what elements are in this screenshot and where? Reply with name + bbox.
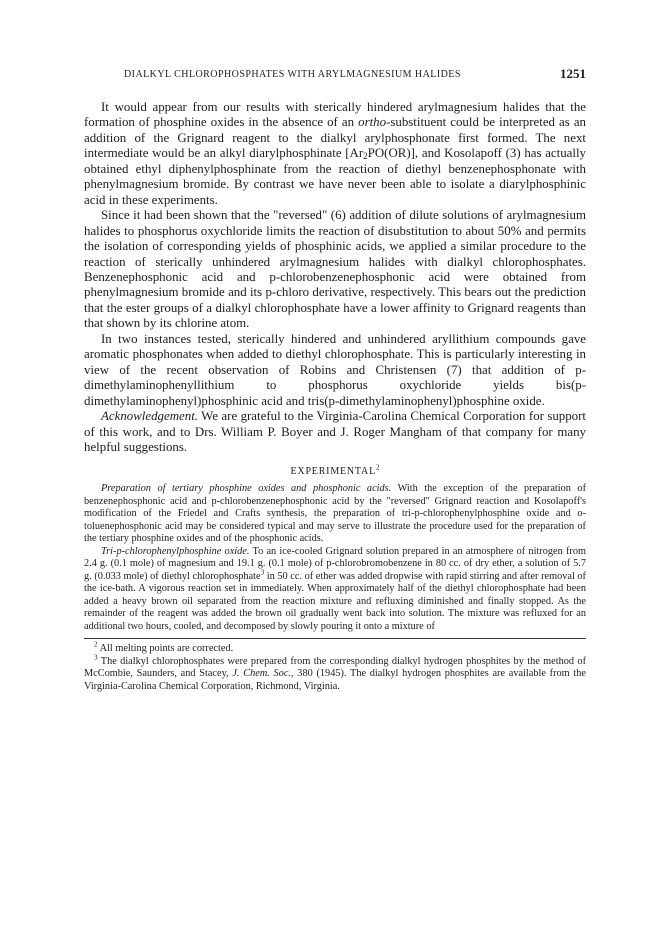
footnote-3-journal: J. Chem. Soc. <box>232 668 291 680</box>
running-head <box>84 66 586 84</box>
paragraph-sterically-hindered <box>84 100 586 208</box>
running-title: DIALKYL CHLOROPHOSPHATES WITH ARYLMAGNESIUM HALIDES <box>124 69 461 80</box>
tri-chlorophenyl-text-a: To an ice-cooled Grignard solution prepared in an atmosphere of nitrogen from 2.4 g. (0.1 mole) of magnesium and 19.1 g. (0.1 mole) of p-chlorobromobenzene in 80 cc. of dry ether, a solution of 5.7 g. (0.033 mole) of diethyl chlorophosphate <box>84 545 586 582</box>
acknowledgement-label: Acknowledgement. <box>101 409 199 424</box>
paragraph-preparation <box>84 483 586 546</box>
footnote-3-text-a: The dialkyl chlorophosphates were prepared from the corresponding dialkyl hydrogen phosphites by the method of McCombie, Saunders, and Stacey, <box>84 655 586 680</box>
footnote-2-mark: 2 <box>94 641 98 649</box>
tri-chlorophenyl-label: Tri-p-chlorophenylphosphine oxide. <box>101 545 250 557</box>
paragraph-acknowledgement <box>84 409 586 455</box>
p1-italic: ortho <box>358 115 387 130</box>
experimental-heading-footnote-mark: 2 <box>375 464 380 473</box>
p1-text-b: -substituent could be interpreted as an addition of the Grignard reagent to the dialkyl arylphosphonate first formed. The next intermediate would be an alkyl diarylphosphinate [Ar <box>84 115 586 161</box>
page-number: 1251 <box>560 66 586 81</box>
footnote-3-mark: 3 <box>94 653 98 662</box>
paragraph-aryllithium: In two instances tested, sterically hindered and unhindered aryllithium compounds gave aromatic phosphonates when added to diethyl chlorophosphate. This is particularly interesting in view of the recent observation of Robins and Christensen (7) that addition of p-dimethylaminophenyllithium to phosphorus oxychloride yields bis(p-dimethylaminophenyl)phosphinic acid and tris(p-dimethylaminophenyl)phosphine oxide. <box>84 331 586 408</box>
p1-text-a: It would appear from our results with sterically hindered arylmagnesium halides that the formation of phosphine oxides in the absence of an <box>84 100 586 130</box>
tri-chlorophenyl-footnote-mark: 3 <box>260 568 265 577</box>
footnotes <box>84 638 586 693</box>
paragraph-reversed-addition: Since it had been shown that the "reversed" (6) addition of dilute solutions of arylmagnesium halides to phosphorus oxychloride limits the reaction of disubstitution to about 50% and permits the isolation of corresponding yields of phosphinic acids, we applied a similar procedure to the reaction of sterically unhindered arylmagnesium halides with dialkyl chlorophosphates. Benzenephosphonic acid and p-chlorobenzenephosphonic acid were obtained from phenylmagnesium bromide and its p-chloro derivative, respectively. This bears out the prediction that the ester groups of a dialkyl chlorophosphate have a lower affinity to Grignard reagents than that shown by its chlorine atom. <box>84 208 586 331</box>
footnote-2-text: All melting points are corrected. <box>97 643 234 655</box>
footnote-2 <box>84 643 586 656</box>
section-heading-experimental <box>84 466 586 477</box>
article-body <box>84 100 586 693</box>
tri-chlorophenyl-text-b: in 50 cc. of ether was added dropwise with rapid stirring and after removal of the ice-bath. A vigorous reaction set in immediately. When approximately half of the diethyl chlorophosphate had been added a heavy brown oil separated from the reaction mixture and refluxing diminished and finally stopped. As the remainder of the reagent was added the brown oil gradually went back into solution. The mixture was refluxed for an additional two hours, cooled, and decomposed by slowly pouring it onto a mixture of <box>84 570 586 632</box>
experimental-heading-text: EXPERIMENTAL <box>290 466 376 478</box>
footnote-3 <box>84 653 586 694</box>
preparation-label: Preparation of tertiary phosphine oxides and phosphonic acids. <box>101 483 392 495</box>
preparation-text: With the exception of the preparation of benzenephosphonic acid and p-chlorobenzenephosphonic acid by the "reversed" Grignard reaction and Kosolapoff's modification of the Friedel and Crafts synthesis, the preparation of tri-p-chlorophenylphosphine oxide and o-toluenephosphonic acid may be considered typical and may serve to illustrate the procedure used for the preparation of the tertiary phosphine oxides and of the phosphonic acids. <box>84 483 586 545</box>
paragraph-tri-chlorophenylphosphine-oxide <box>84 546 586 634</box>
p1-text-c: PO(OR)], and Kosolapoff (3) has actually obtained ethyl diphenylphosphinate from the reaction of diethyl benzenephosphonate with phenylmagnesium bromide. By contrast we have never been able to isolate a diarylphosphinic acid in these experiments. <box>84 146 586 207</box>
footnote-3-text-b: , 380 (1945). The dialkyl hydrogen phosphites are available from the Virginia-Carolina Chemical Corporation, Richmond, Virginia. <box>84 668 586 692</box>
acknowledgement-text: We are grateful to the Virginia-Carolina Chemical Corporation for support of this work, and to Drs. William P. Boyer and J. Roger Mangham of that company for many helpful suggestions. <box>84 409 586 454</box>
p1-subscript: 2 <box>363 151 368 162</box>
